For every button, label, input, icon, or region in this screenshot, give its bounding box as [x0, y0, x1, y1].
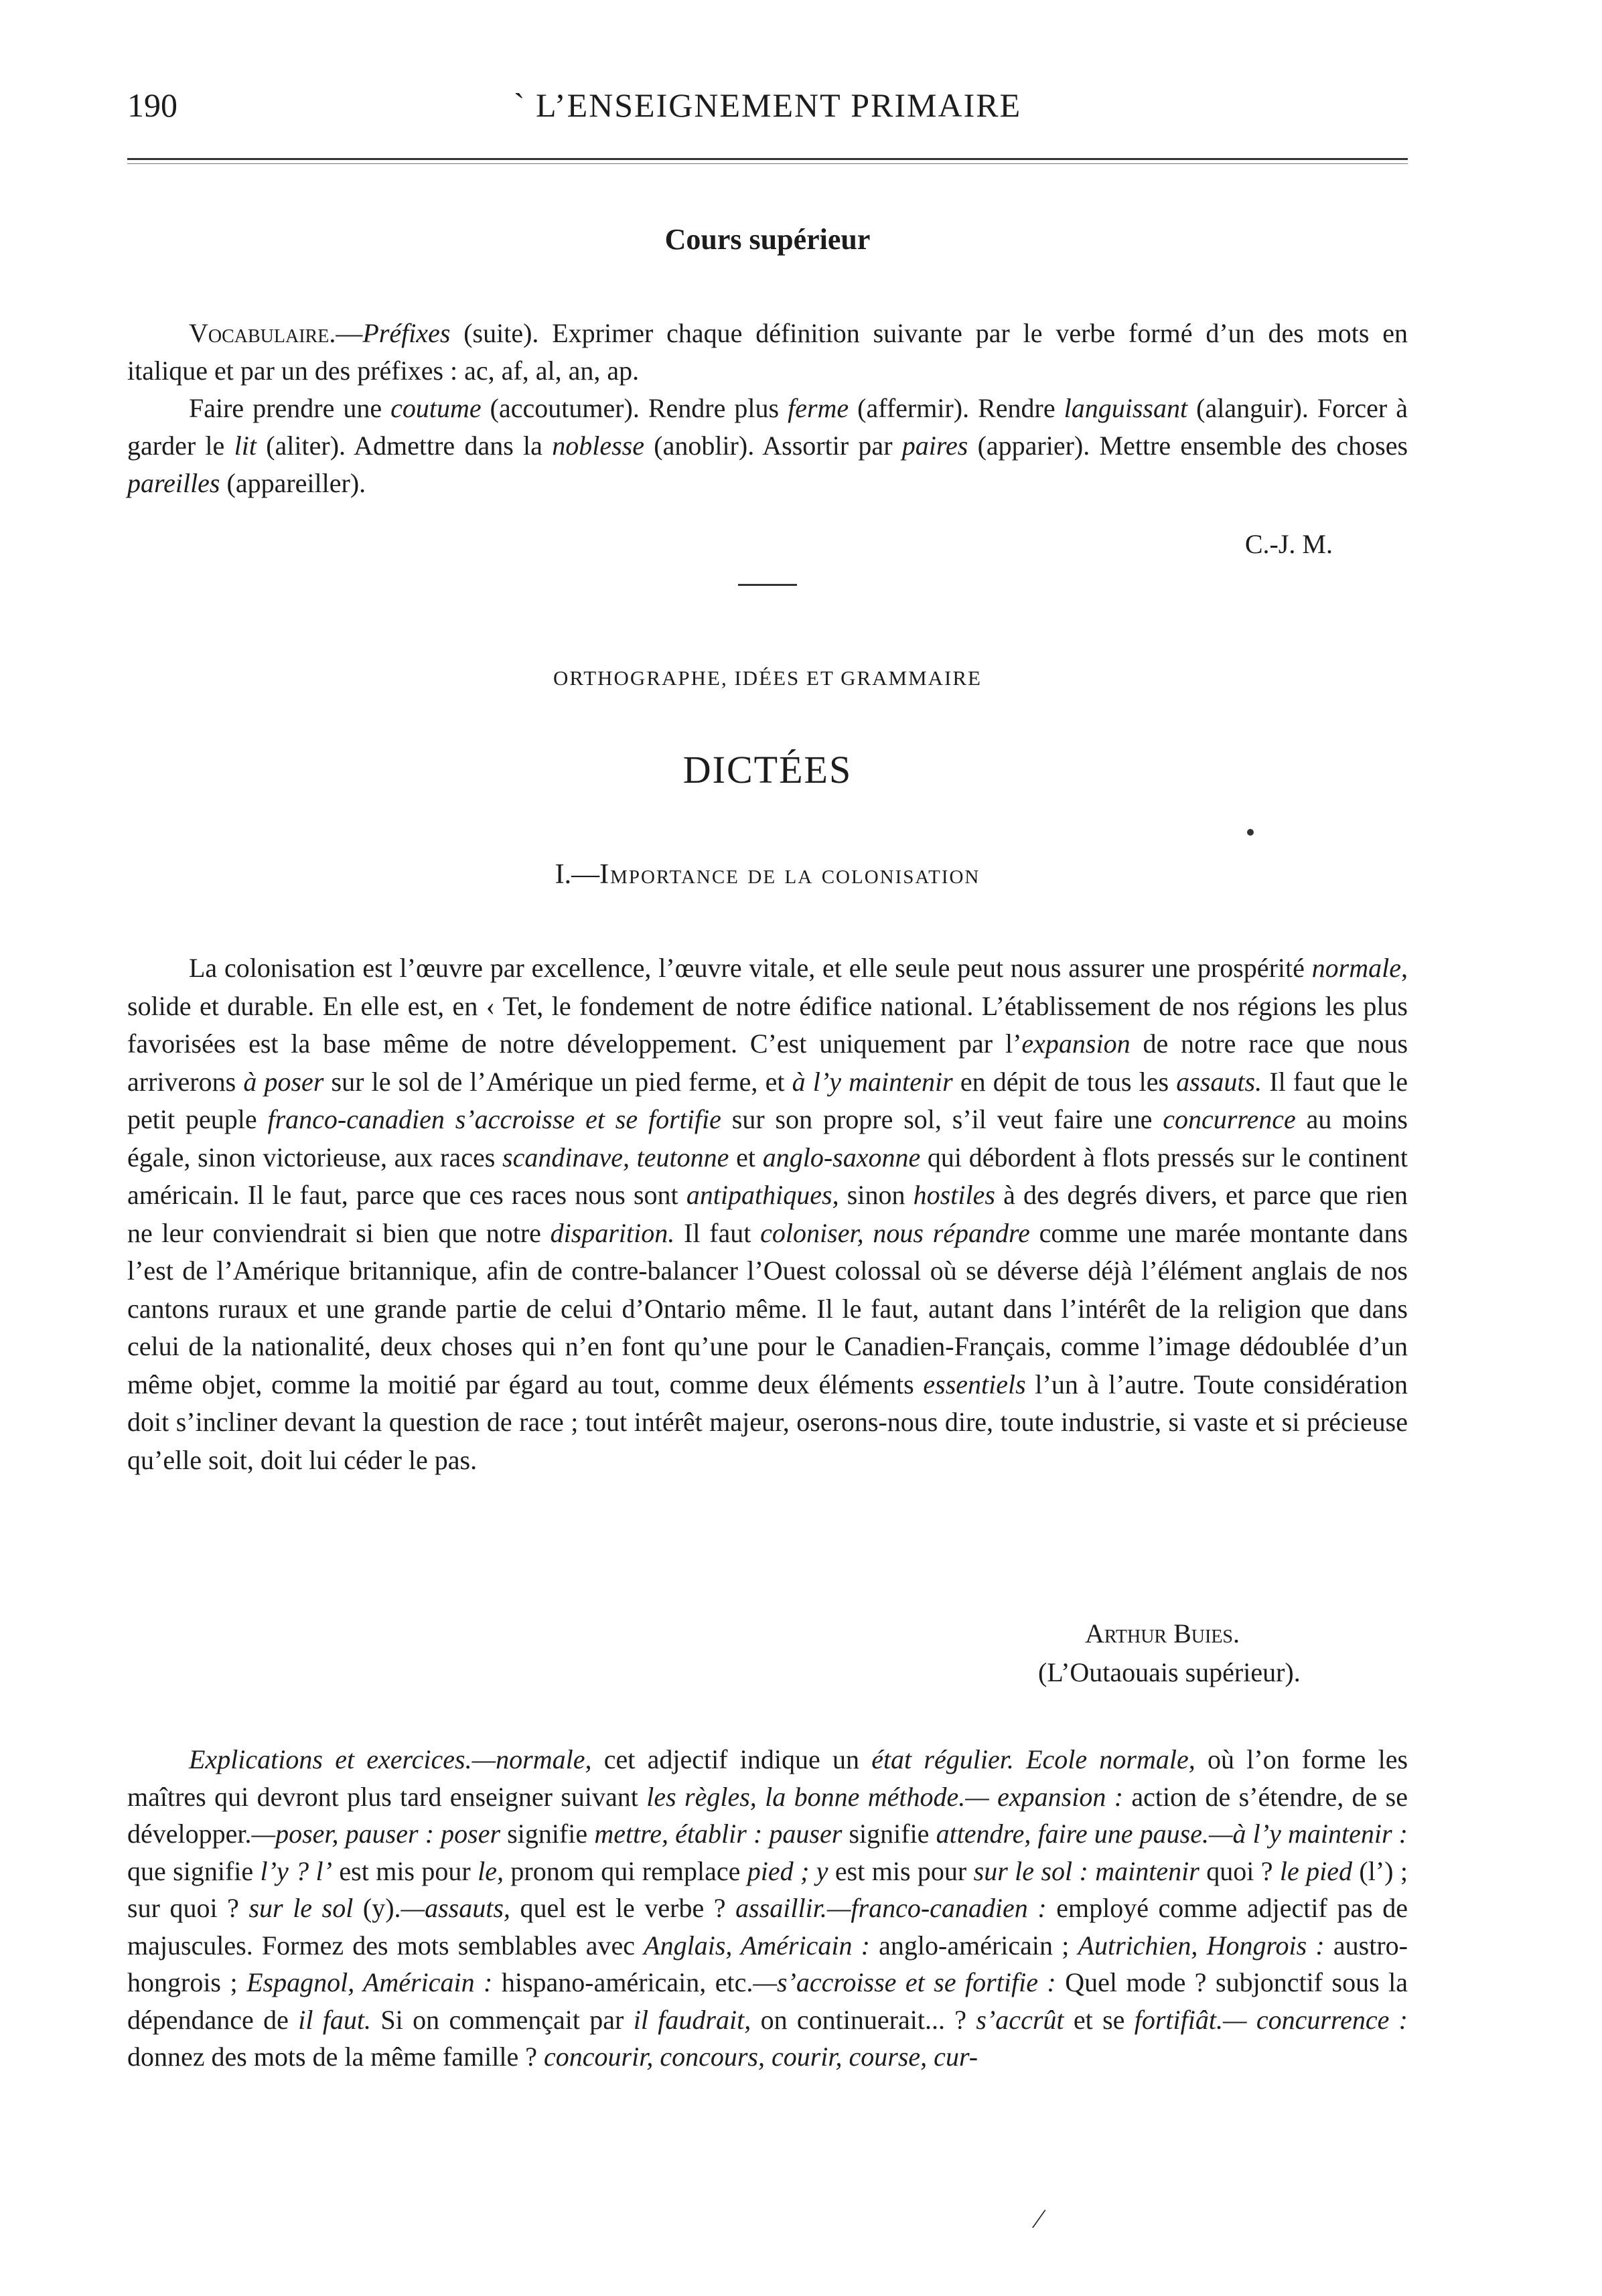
header-rule-thin [127, 163, 1408, 164]
dictee-segment: sur son propre sol, s’il veut faire une [721, 1104, 1163, 1134]
vocabulary-instructions: (suite). Exprimer chaque définition suivante par le verbe formé d’un des mots en italique et par un des préfixes : ac, af, al, an, ap. [127, 318, 1408, 386]
dictee-segment: coloniser, nous répandre [760, 1217, 1030, 1248]
dictee-segment: expansion [1021, 1028, 1131, 1059]
exercise-segment: ferme [788, 393, 849, 423]
vocabulary-section [127, 315, 1408, 502]
explication-segment: Anglais, Américain : [644, 1930, 870, 1961]
dictee-segment: La colonisation est l’œuvre par excellence, l’œuvre vitale, et elle seule peut nous assurer une prospérité [189, 953, 1312, 983]
explication-segment: —poser, pauser : poser [251, 1819, 501, 1849]
explication-segment: donnez des mots de la même famille ? [127, 2042, 544, 2072]
dictee-segment: , solide et durable. En elle est, en ‹ Tet, le fondement de notre édifice national. L’établissement de nos régions les plus favorisées est la base même de notre développement. C’est uniquement par l’ [127, 953, 1408, 1059]
explication-segment: s’accrût [976, 2004, 1064, 2035]
explication-segment: pronom qui remplace [504, 1855, 747, 1886]
explication-segment: austro-hongrois ; [127, 1930, 1408, 1997]
dictee-segment: franco-canadien s’accroisse et se fortifie [267, 1104, 721, 1134]
explication-segment: on continuerait... ? [751, 2004, 976, 2035]
dictee-segment: antipathiques, [686, 1180, 839, 1210]
exercise-segment: lit [234, 431, 257, 461]
dictee-segment: de notre race que nous arriverons [127, 1028, 1408, 1097]
explication-segment: (l’) ; sur quoi ? [127, 1855, 1408, 1923]
explication-segment: Espagnol, Américain : [246, 1967, 493, 1997]
dictee-segment: normale [1311, 953, 1401, 983]
explication-segment: anglo-américain ; [869, 1930, 1078, 1961]
exercise-segment: Faire prendre une [189, 393, 391, 423]
vocabulary-exercise [127, 390, 1408, 502]
explication-segment: le pied [1279, 1855, 1353, 1886]
vocabulary-dash: — [336, 318, 363, 348]
dictee-segment: Il faut [674, 1217, 761, 1248]
explication-segment: l’ [315, 1855, 332, 1886]
header-rule [127, 158, 1408, 160]
exercise-segment: (alanguir). Forcer à garder le [127, 393, 1408, 461]
dictee-body [127, 949, 1408, 1479]
exercise-segment: (apparier). Mettre ensemble des choses [968, 431, 1408, 461]
explication-segment: pied ; y [747, 1855, 828, 1886]
explication-segment: l’y ? [260, 1855, 309, 1886]
explications-paragraph [127, 1741, 1408, 2076]
dictee-segment: anglo-saxonne [762, 1142, 921, 1172]
explication-segment: (y). [353, 1893, 401, 1923]
explication-segment: où l’on forme les maîtres qui devront plus tard enseigner suivant [127, 1744, 1408, 1812]
explication-segment: Ecole normale, [1026, 1744, 1195, 1774]
dictee-segment: qui débordent à flots pressés sur le continent américain. Il le faut, parce que ces races nous sont [127, 1142, 1408, 1210]
page-number: 190 [127, 86, 177, 124]
explication-segment: mettre, établir : pauser [594, 1819, 843, 1849]
explication-segment: quel est le verbe ? [510, 1893, 736, 1923]
dictee-subtitle [127, 856, 1408, 893]
dictee-heading: Importance de la colonisation [599, 859, 980, 890]
explication-segment: Autrichien, Hongrois : [1078, 1930, 1325, 1961]
dictee-segment: et [729, 1142, 763, 1172]
explication-segment: cet adjectif indique un [591, 1744, 872, 1774]
explication-segment: est mis pour [332, 1855, 478, 1886]
explication-segment: hispano-américain, etc. [492, 1967, 753, 1997]
explication-segment: état régulier. [871, 1744, 1014, 1774]
dictee-segment: disparition. [550, 1217, 675, 1248]
explication-segment: Quel mode ? subjonctif sous la dépendance de [127, 1967, 1408, 2035]
author-name: Arthur Buies. [1085, 1618, 1240, 1649]
explication-segment: signifie [500, 1819, 595, 1849]
explication-segment: quoi ? [1199, 1855, 1280, 1886]
stray-dot [1247, 829, 1254, 836]
cours-signature: C.-J. M. [1244, 529, 1333, 559]
vocabulary-topic: Préfixes [362, 318, 451, 348]
stray-mark: ⁄ [1037, 2204, 1041, 2234]
exercise-segment: paires [901, 431, 968, 461]
exercise-segment: noblesse [552, 431, 644, 461]
explication-segment: Explications et exercices.—normale, [189, 1744, 592, 1774]
vocabulary-label: Vocabulaire. [189, 318, 336, 348]
exercise-segment: (aliter). Admettre dans la [256, 431, 553, 461]
dictee-segment: sur le sol de l’Amérique un pied ferme, et [323, 1066, 792, 1097]
dictee-segment: l’un à l’autre. Toute considération doit s’incliner devant la question de race ; tout intérêt majeur, oserons-nous dire, toute industrie, si vaste et si précieuse qu’elle soit, doit lui céder le pas. [127, 1369, 1408, 1475]
dictees-kicker: ORTHOGRAPHE, IDÉES ET GRAMMAIRE [553, 666, 982, 690]
dictee-segment: comme une marée montante dans l’est de l’Amérique britannique, afin de contre-balancer l’Ouest colossal où se déverse déjà l’élément anglais de nos cantons ruraux et une grande partie de celui d’Ontario même. Il le faut, autant dans l’intérêt de la religion que dans celui de la nationalité, deux choses qui n’en font qu’une pour le Canadien-Français, comme l’image dédoublée d’un même objet, comme la moitié par égard au tout, comme deux éléments [127, 1217, 1408, 1399]
running-title: ` L’ENSEIGNEMENT PRIMAIRE [513, 86, 1022, 124]
exercise-segment: pareilles [127, 468, 220, 498]
explication-segment: les règles, la bonne méthode.— expansion : [646, 1781, 1124, 1812]
explication-segment: attendre, faire une pause.—à l’y maintenir : [936, 1819, 1408, 1849]
explication-segment [1014, 1744, 1026, 1774]
dictees-title: DICTÉES [682, 748, 853, 791]
dictee-segment: scandinave, teutonne [502, 1142, 729, 1172]
source-title: (L’Outaouais supérieur). [1038, 1657, 1301, 1687]
dictee-segment: à des degrés divers, et parce que rien ne leur conviendrait si bien que notre [127, 1180, 1408, 1248]
exercise-segment: languissant [1064, 393, 1188, 423]
dictee-segment: assauts. [1176, 1066, 1262, 1097]
dictee-segment: à l’y maintenir [792, 1066, 953, 1097]
exercise-segment: (accoutumer). Rendre plus [481, 393, 788, 423]
explication-segment [309, 1856, 315, 1886]
dictee-segment: essentiels [923, 1369, 1026, 1399]
explication-segment: concourir, concours, courir, course, cur- [544, 2042, 978, 2072]
page-header [127, 86, 1408, 139]
explication-segment: il faut. [298, 2004, 372, 2035]
explication-segment: sur le sol : maintenir [973, 1855, 1199, 1886]
explication-segment: est mis pour [828, 1855, 974, 1886]
explication-segment: fortifiât.— concurrence : [1134, 2004, 1408, 2035]
dictee-segment: à poser [243, 1066, 324, 1097]
explication-segment: employé comme adjectif pas de majuscules. Formez des mots semblables avec [127, 1893, 1408, 1961]
dictee-number: I.— [555, 859, 600, 890]
explication-segment: action de s’étendre, de se développer. [127, 1781, 1408, 1849]
explication-segment: —s’accroisse et se fortifie : [753, 1967, 1056, 1997]
exercise-segment: coutume [390, 393, 482, 423]
exercise-segment: (appareiller). [220, 468, 366, 498]
explications-section [127, 1741, 1408, 2076]
vocabulary-paragraph [127, 315, 1408, 390]
explication-segment: signifie [842, 1819, 936, 1849]
dictee-segment: au moins égale, sinon victorieuse, aux races [127, 1104, 1408, 1172]
explication-segment: le, [478, 1855, 504, 1886]
exercise-segment: (affermir). Rendre [849, 393, 1064, 423]
dictee-segment: concurrence [1163, 1104, 1296, 1134]
explication-segment: assaillir.—franco-canadien : [735, 1893, 1047, 1923]
cours-title: Cours supérieur [664, 223, 871, 256]
dictee-segment: hostiles [913, 1180, 995, 1210]
dictee-segment: Il faut que le petit peuple [127, 1066, 1408, 1134]
section-divider [738, 584, 797, 586]
exercise-segment: (anoblir). Assortir par [644, 431, 902, 461]
explication-segment: sur le sol [248, 1893, 354, 1923]
dictee-segment: sinon [839, 1180, 914, 1210]
explication-segment: que signifie [127, 1855, 261, 1886]
explication-segment: il faudrait, [633, 2004, 751, 2035]
dictee-paragraph [127, 949, 1408, 1479]
explication-segment: et se [1064, 2004, 1135, 2035]
explication-segment: —assauts, [401, 1893, 510, 1923]
dictee-segment: en dépit de tous les [952, 1066, 1177, 1097]
explication-segment: Si on commençait par [371, 2004, 634, 2035]
